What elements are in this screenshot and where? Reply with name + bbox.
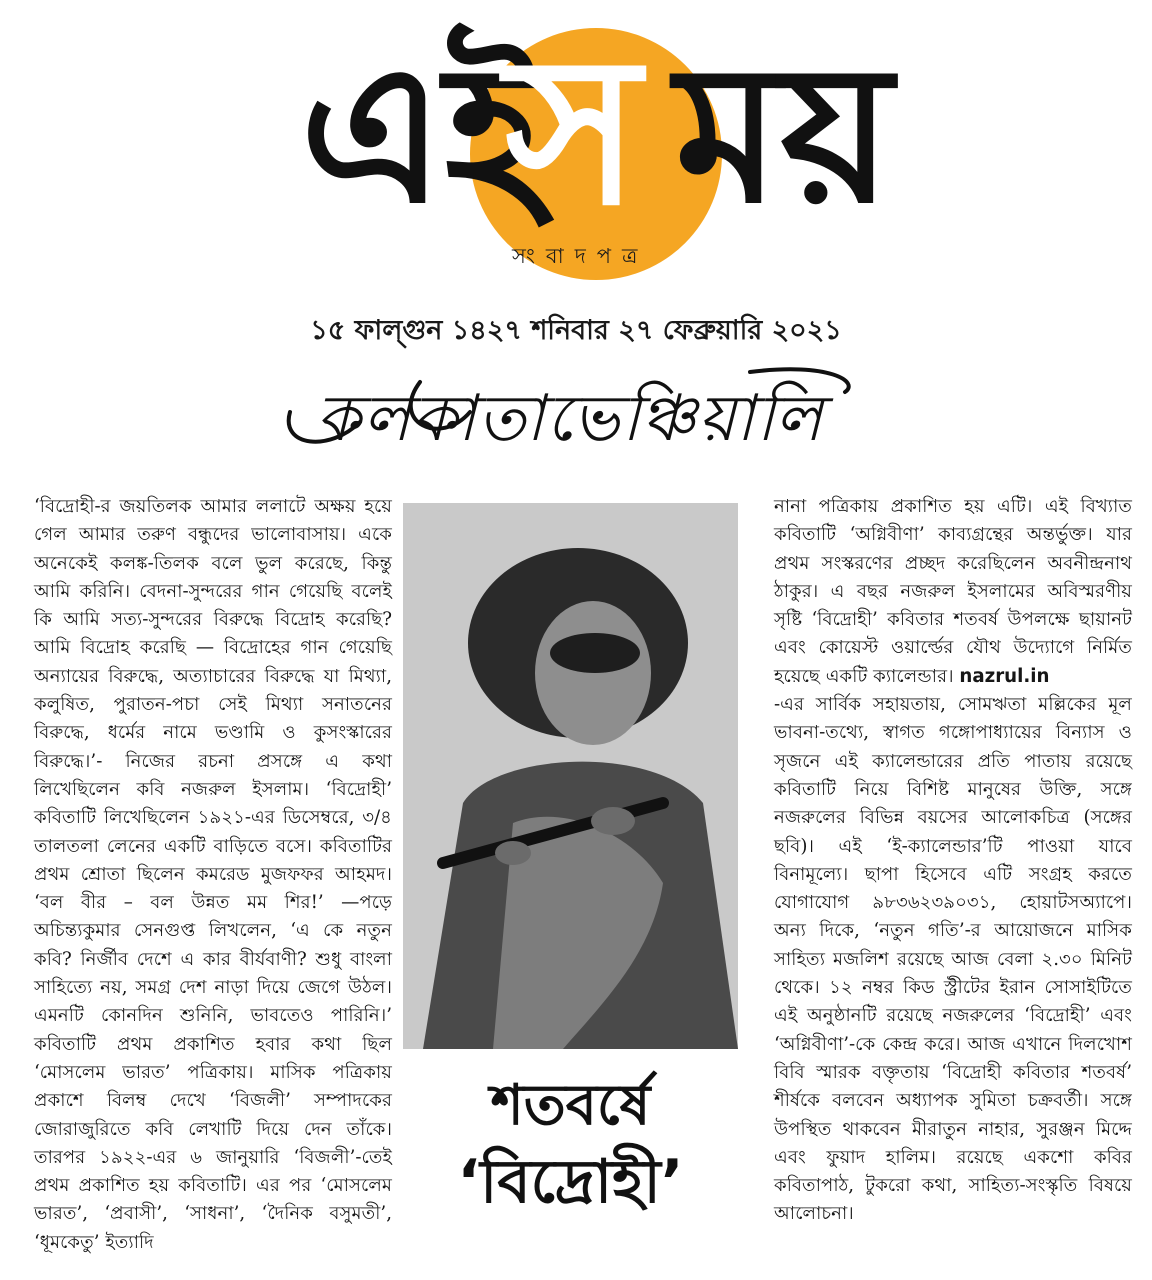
column-title-text: কলকাতাভেঞ্চিয়ালি xyxy=(315,382,825,456)
logo-word-part1: এই xyxy=(300,24,544,245)
article-right-text-b: -এর সার্বিক সহায়তায়, সোমঋতা মল্লিকের মূল ভাবনা-তথ্যে, স্বাগত গঙ্গোপাধ্যায়ের বিন্যাস ও সৃজনে এই ক্যালেন্ডারের প্রতি পাতায় রয়েছে কবিতাটি নিয়ে বিশিষ্ট মানুষের উক্তি, সঙ্গে নজরুলের বিভিন্ন বয়সের আলোকচিত্র (সঙ্গের ছবি)। এই ‘ই-ক্যালেন্ডার’টি পাওয়া যাবে বিনামূল্যে। ছাপা হিসেবে এটি সংগ্রহ করতে যোগাযোগ ৯৮৩৬২৩৯০৩১, হোয়াটসঅ্যাপে। অন্য দিকে, ‘নতুন গতি’-র আয়োজনে মাসিক সাহিত্য মজলিশ রয়েছে আজ বেলা ২.৩০ মিনিট থেকে। ১২ নম্বর কিড স্ট্রীটের ইরান সোসাইটিতে এই অনুষ্ঠানটি রয়েছে নজরুলের ‘বিদ্রোহী’ এবং ‘অগ্নিবীণা’-কে কেন্দ্র করে। আজ এখানে দিলখোশ বিবি স্মারক বক্তৃতায় ‘বিদ্রোহী কবিতার শতবর্ষ’ শীর্ষকে বলবেন অধ্যাপক সুমিতা চক্রবর্তী। সঙ্গে উপস্থিত থাকবেন মীরাতুন নাহার, সুরঞ্জন মিদ্দে এবং ফুয়াদ হালিম। রয়েছে একশো কবির কবিতাপাঠ, টুকরো কথা, সাহিত্য-সংস্কৃতি বিষয়ে আলোচনা। xyxy=(774,694,1132,1225)
logo-word-part3: ময় xyxy=(675,24,893,245)
website-link[interactable]: nazrul.in xyxy=(959,665,1050,687)
article-left-column xyxy=(34,493,392,1257)
nazrul-photo xyxy=(403,503,738,1049)
article-right-column xyxy=(774,493,1132,1229)
dateline: ১৫ ফাল্গুন ১৪২৭ শনিবার ২৭ ফেব্রুয়ারি ২০২১ xyxy=(310,315,842,346)
masthead xyxy=(0,0,1152,300)
headline-line2: ‘বিদ্রোহী’ xyxy=(457,1147,684,1217)
logo-word-part2: স xyxy=(505,13,641,251)
column-title-handwritten xyxy=(270,352,870,462)
article-right-text xyxy=(774,493,1132,1229)
article-right-text-a: নানা পত্রিকায় প্রকাশিত হয় এটি। এই বিখ্যাত কবিতাটি ‘অগ্নিবীণা’ কাব্যগ্রন্থের অন্তর্ভুক্ত। যার প্রথম সংস্করণের প্রচ্ছদ করেছিলেন অবনীন্দ্রনাথ ঠাকুর। এ বছর নজরুল ইসলামের অবিস্মরণীয় সৃষ্টি ‘বিদ্রোহী’ কবিতার শতবর্ষ উপলক্ষে ছায়ানট এবং কোয়েস্ট ওয়ার্ল্ডের যৌথ উদ্যোগে নির্মিত হয়েছে একটি ক্যালেন্ডার। xyxy=(774,496,1132,687)
article-left-text: ‘বিদ্রোহী-র জয়তিলক আমার ললাটে অক্ষয় হয়ে গেল আমার তরুণ বন্ধুদের ভালোবাসায়। একে অনেকেই কলঙ্ক-তিলক বলে ভুল করেছে, কিন্তু আমি করিনি। বেদনা-সুন্দরের গান গেয়েছি বলেই কি আমি সত্য-সুন্দরের বিরুদ্ধে বিদ্রোহ করেছি? আমি বিদ্রোহ করেছি — বিদ্রোহের গান গেয়েছি অন্যায়ের বিরুদ্ধে, অত্যাচারের বিরুদ্ধে যা মিথ্যা, কলুষিত, পুরাতন-পচা সেই মিথ্যা সনাতনের বিরুদ্ধে, ধর্মের নামে ভণ্ডামি ও কুসংস্কারের বিরুদ্ধে।’- নিজের রচনা প্রসঙ্গে এ কথা লিখেছিলেন কবি নজরুল ইসলাম। ‘বিদ্রোহী’ কবিতাটি লিখেছিলেন ১৯২১-এর ডিসেম্বরে, ৩/৪ তালতলা লেনের একটি বাড়িতে বসে। কবিতাটির প্রথম শ্রোতা ছিলেন কমরেড মুজফফর আহমদ। ‘বল বীর – বল উন্নত মম শির!’ —পড়ে অচিন্ত্যকুমার সেনগুপ্ত লিখলেন, ‘এ কে নতুন কবি? নির্জীব দেশে এ কার বীর্যবাণী? শুধু বাংলা সাহিত্যে নয়, সমগ্র দেশ নাড়া দিয়ে জেগে উঠল। এমনটি কোনদিন শুনিনি, ভাবতেও পারিনি।’ কবিতাটি প্রথম প্রকাশিত হবার কথা ছিল ‘মোসলেম ভারত’ পত্রিকায়। মাসিক পত্রিকায় প্রকাশে বিলম্ব দেখে ‘বিজলী’ সম্পাদকের জোরাজুরিতে কবি লেখাটি দিয়ে দেন তাঁকে। তারপর ১৯২২-এর ৬ জানুয়ারি ‘বিজলী’-তেই প্রথম প্রকাশিত হয় কবিতাটি। এর পর ‘মোসলেম ভারত’, ‘প্রবাসী’, ‘সাধনা’, ‘দৈনিক বসুমতী’, ‘ধূমকেতু’ ইত্যাদি xyxy=(34,496,392,1253)
headline xyxy=(403,1070,738,1222)
nazrul-flute-portrait-icon xyxy=(403,503,738,1049)
headline-line1: শতবর্ষে xyxy=(490,1073,651,1138)
masthead-tagline: সংবাদপত্র xyxy=(512,244,649,268)
